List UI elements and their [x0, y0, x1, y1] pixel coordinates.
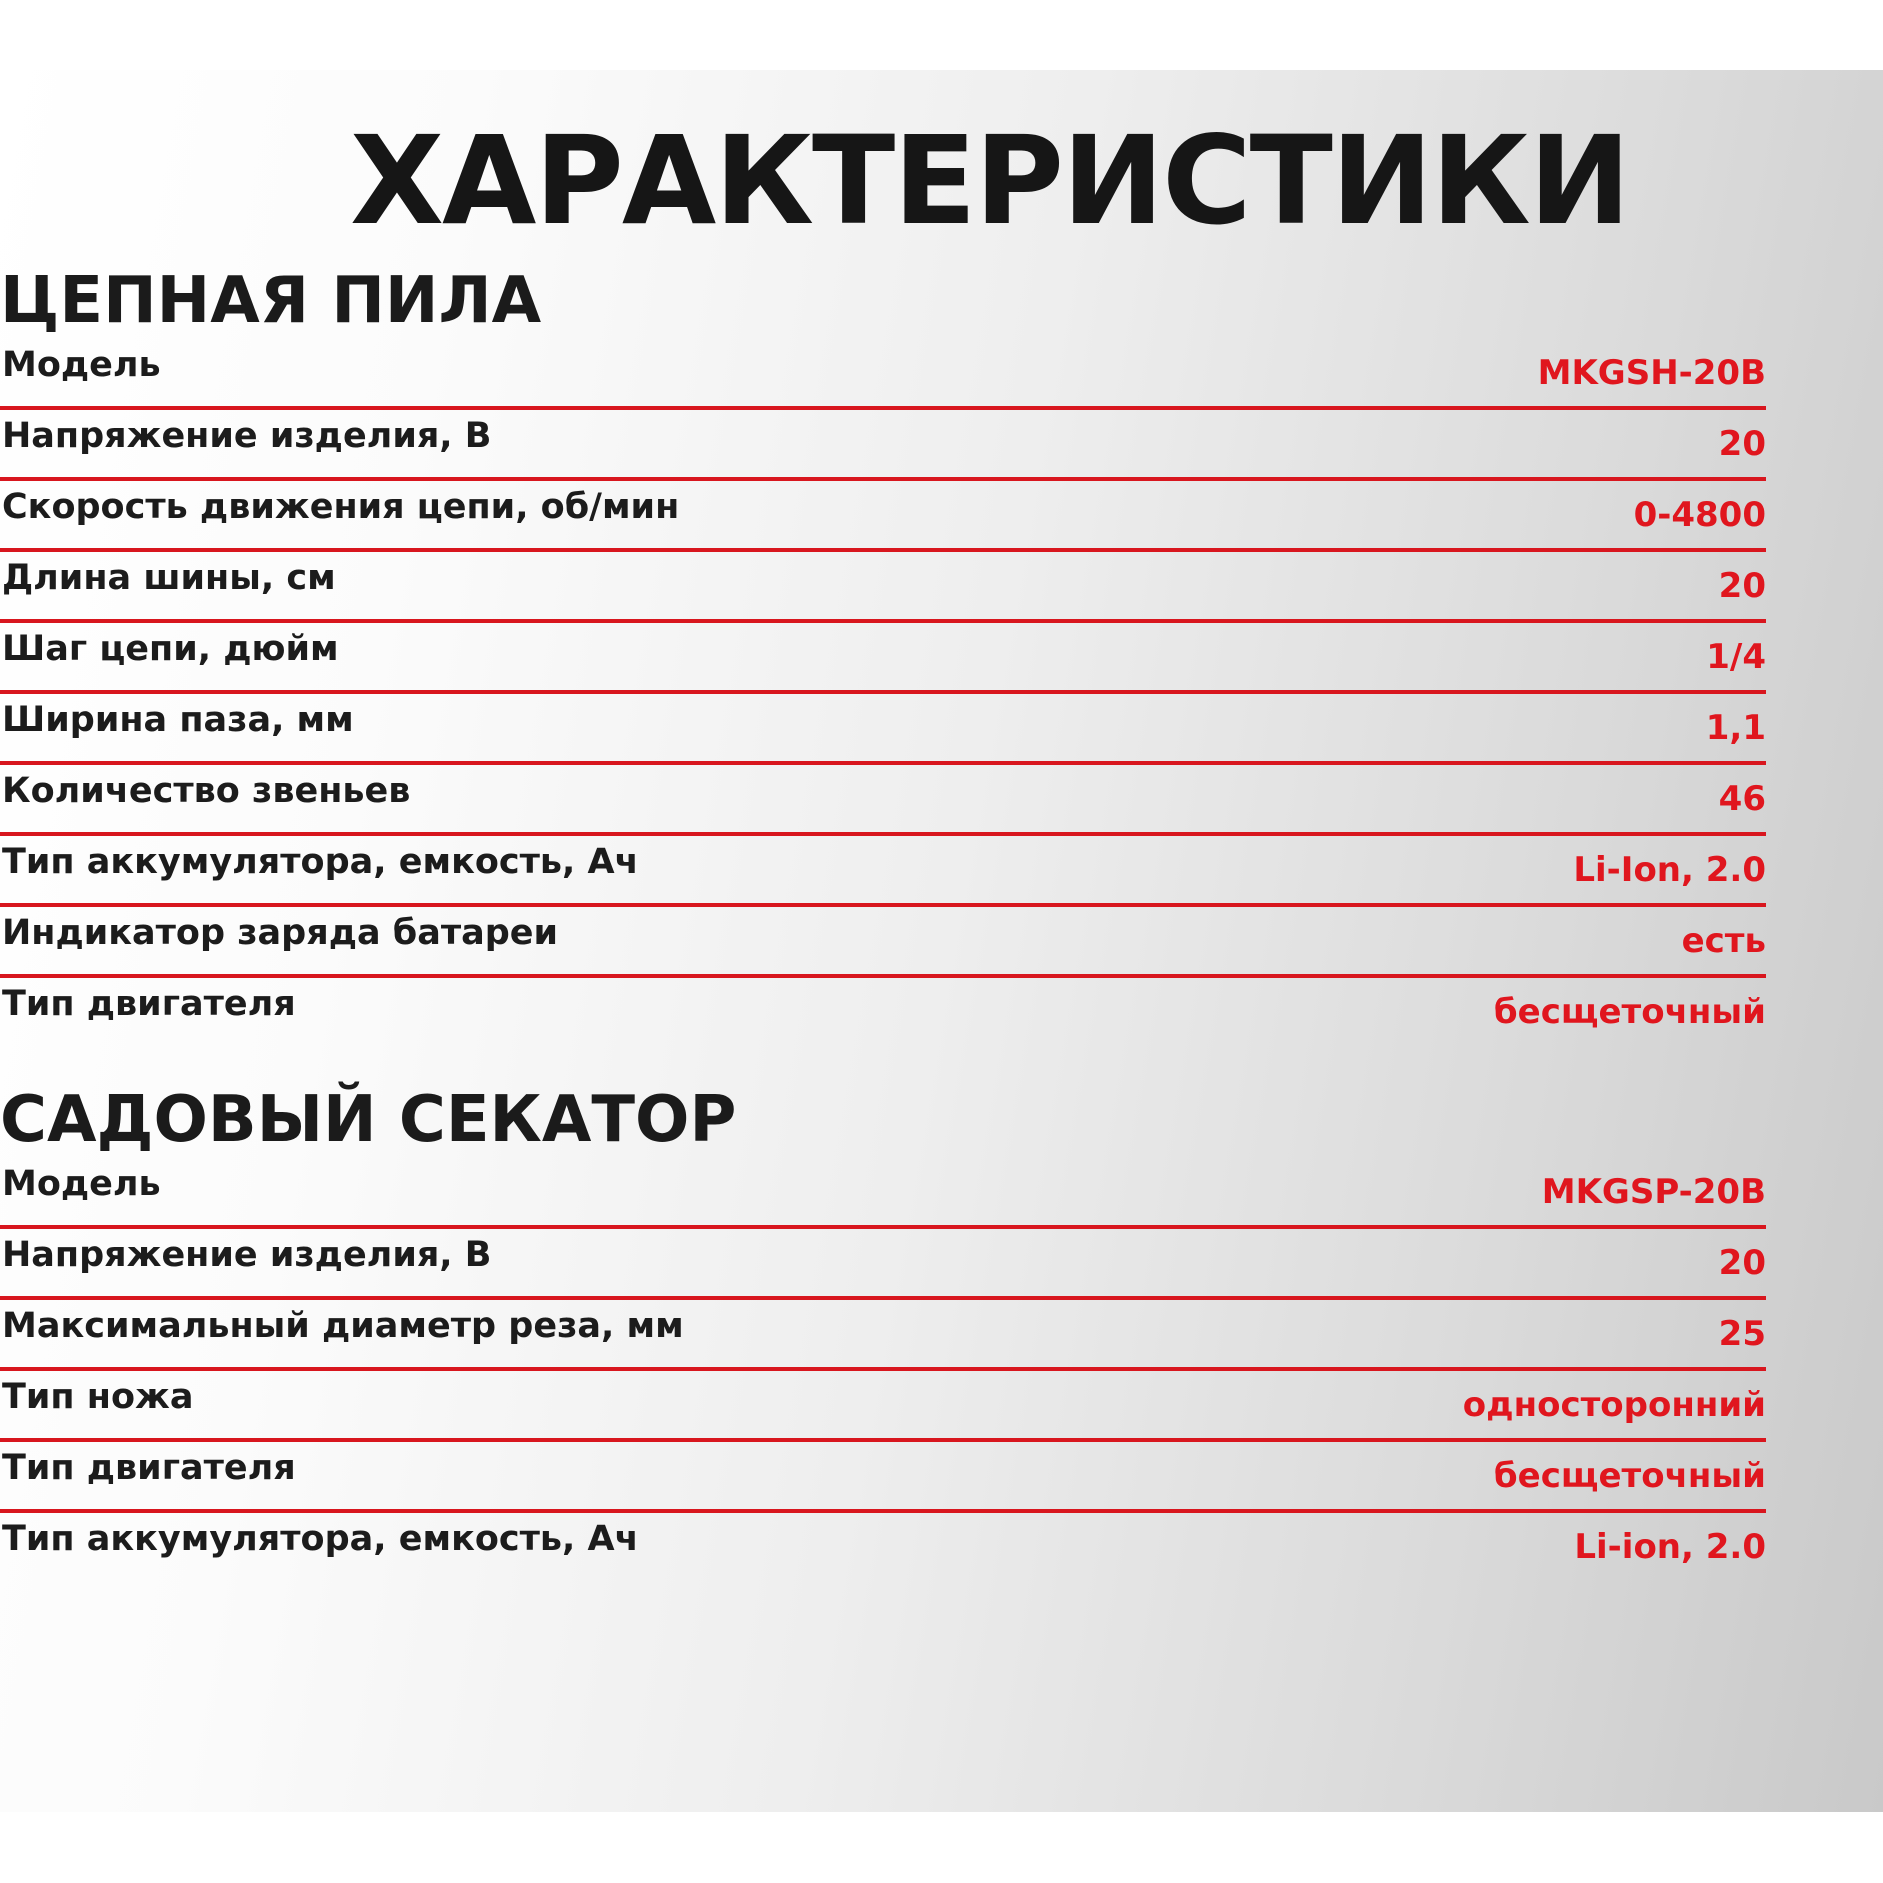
page-title: ХАРАКТЕРИСТИКИ	[350, 110, 1629, 252]
section-title-chainsaw: ЦЕПНАЯ ПИЛА	[0, 264, 542, 338]
spec-row-battery	[0, 836, 1766, 907]
spec-row-motor	[0, 1442, 1766, 1513]
spec-value: бесщеточный	[1493, 1456, 1766, 1496]
spec-value: бесщеточный	[1493, 992, 1766, 1032]
spec-value: MKGSH-20B	[1537, 353, 1766, 393]
spec-row-link-count	[0, 765, 1766, 836]
spec-value: 20	[1718, 424, 1766, 464]
spec-value: 46	[1718, 779, 1766, 819]
spec-label: Ширина паза, мм	[2, 700, 354, 740]
spec-label: Максимальный диаметр реза, мм	[2, 1306, 684, 1346]
spec-value: Li-ion, 2.0	[1574, 1527, 1766, 1567]
spec-value: 0-4800	[1633, 495, 1766, 535]
spec-row-chain-pitch	[0, 623, 1766, 694]
spec-value: Li-Ion, 2.0	[1573, 850, 1766, 890]
spec-label: Тип аккумулятора, емкость, Ач	[2, 1519, 639, 1559]
spec-label: Индикатор заряда батареи	[2, 913, 559, 953]
spec-label: Шаг цепи, дюйм	[2, 629, 339, 669]
spec-label: Тип ножа	[2, 1377, 194, 1417]
spec-label: Напряжение изделия, В	[2, 416, 492, 456]
spec-label: Длина шины, см	[2, 558, 336, 598]
spec-value: есть	[1681, 921, 1766, 961]
spec-row-model	[0, 339, 1766, 410]
spec-row-voltage	[0, 410, 1766, 481]
spec-value: 20	[1718, 1243, 1766, 1283]
spec-label: Тип двигателя	[2, 984, 296, 1024]
spec-label: Напряжение изделия, В	[2, 1235, 492, 1275]
spec-row-battery	[0, 1513, 1766, 1584]
spec-row-charge-indicator	[0, 907, 1766, 978]
spec-label: Модель	[2, 345, 161, 385]
chainsaw-section	[0, 263, 1766, 1049]
spec-label: Скорость движения цепи, об/мин	[2, 487, 680, 527]
spec-label: Тип двигателя	[2, 1448, 296, 1488]
spec-label: Модель	[2, 1164, 161, 1204]
spec-value: односторонний	[1462, 1385, 1766, 1425]
spec-row-motor	[0, 978, 1766, 1049]
spec-row-blade-type	[0, 1371, 1766, 1442]
spec-value: MKGSP-20B	[1541, 1172, 1766, 1212]
spec-row-chain-speed	[0, 481, 1766, 552]
section-title-pruner: САДОВЫЙ СЕКАТОР	[0, 1083, 737, 1157]
spec-sheet	[0, 70, 1883, 1812]
spec-value: 1,1	[1705, 708, 1766, 748]
spec-value: 20	[1718, 566, 1766, 606]
pruner-section	[0, 1082, 1766, 1584]
spec-value: 25	[1718, 1314, 1766, 1354]
spec-label: Количество звеньев	[2, 771, 411, 811]
spec-row-groove-width	[0, 694, 1766, 765]
spec-row-max-cut-diameter	[0, 1300, 1766, 1371]
spec-row-voltage	[0, 1229, 1766, 1300]
spec-value: 1/4	[1706, 637, 1766, 677]
spec-label: Тип аккумулятора, емкость, Ач	[2, 842, 639, 882]
spec-row-model	[0, 1158, 1766, 1229]
spec-row-bar-length	[0, 552, 1766, 623]
